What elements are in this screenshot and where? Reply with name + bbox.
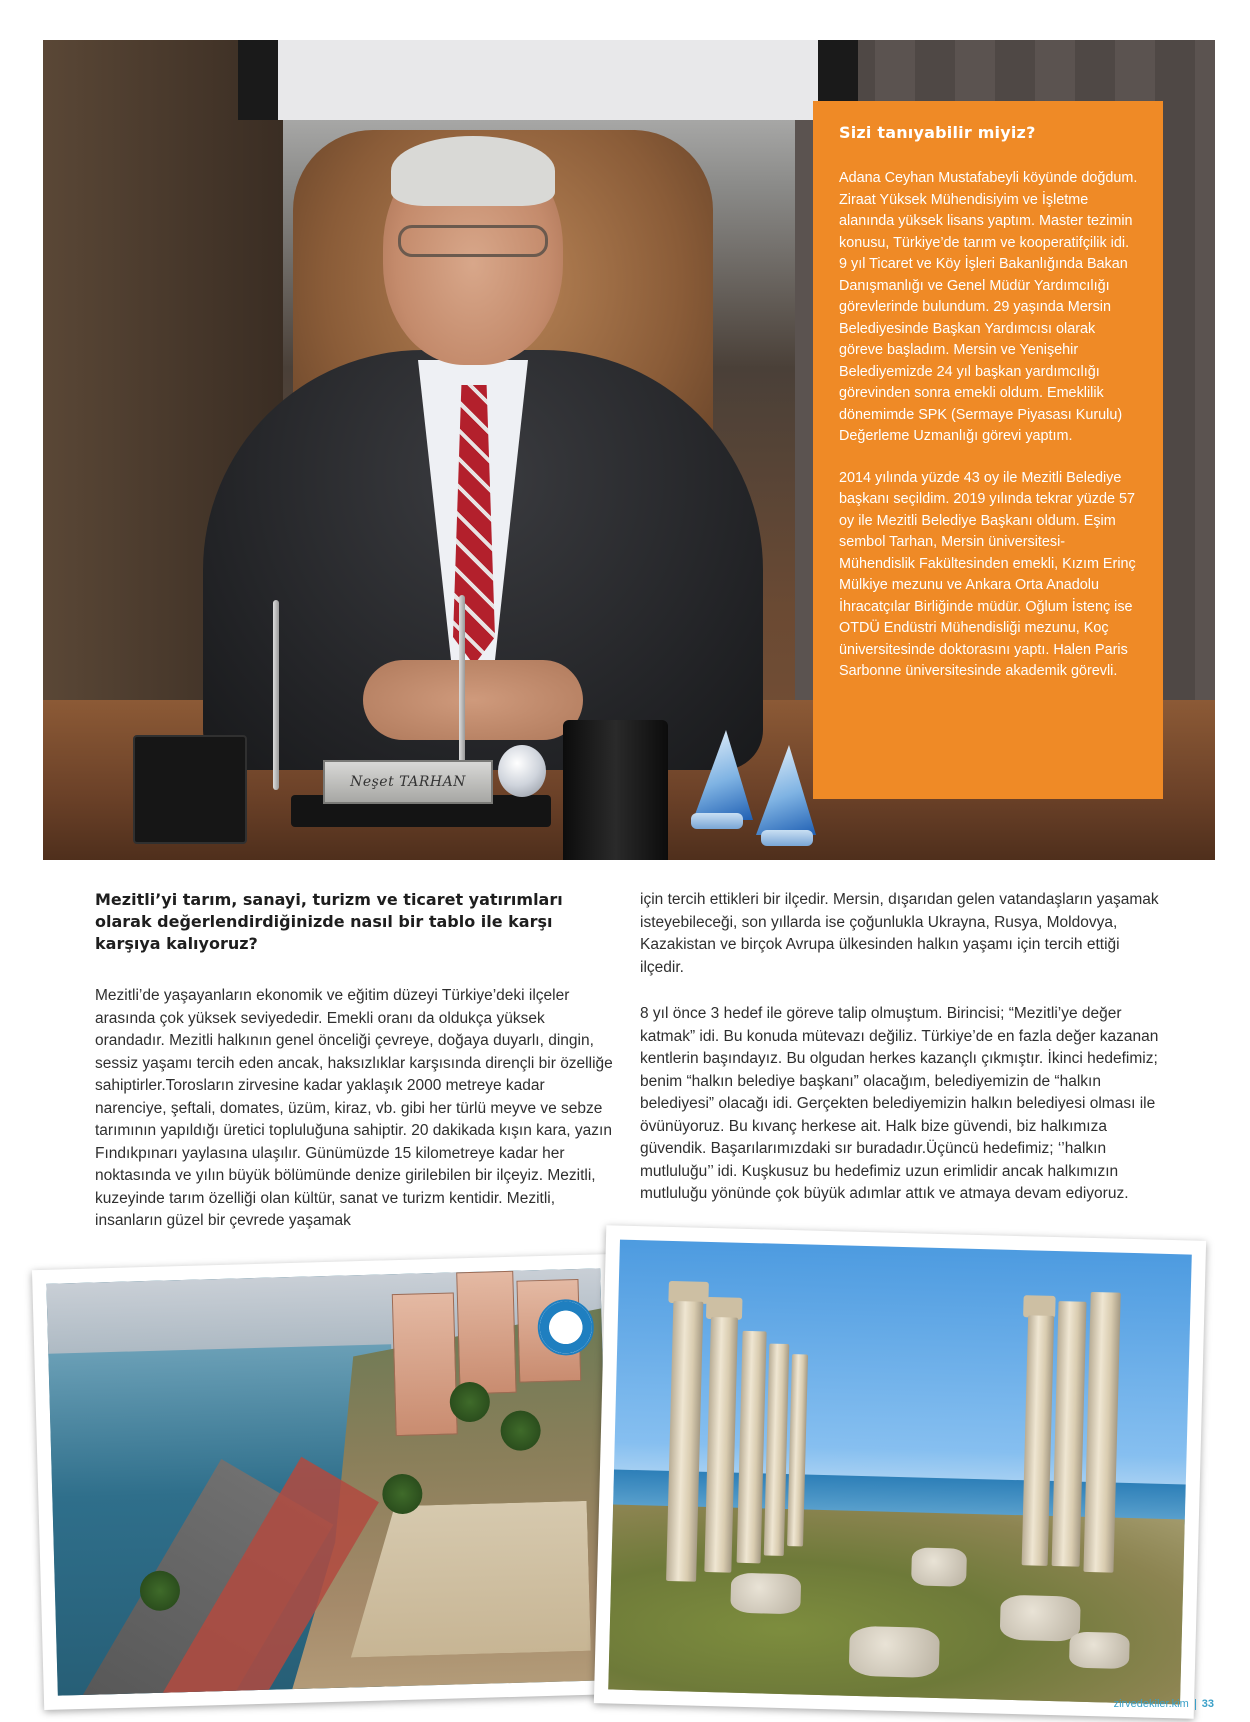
answer-paragraph-right-1: için tercih ettikleri bir ilçedir. Mersin, dışarıdan gelen vatandaşların yaşamak isteyebileceği, son yıllarda ise çoğunlukla Ukrayna, Rusya, Moldovya, Kazakistan ve birçok Avrupa ülkesinden halkın yaşamı için tercih ettiği ilçedir. [640, 891, 1159, 976]
coastline-image [46, 1268, 611, 1695]
hair [391, 136, 555, 206]
interview-question: Mezitli’yi tarım, sanayi, turizm ve ticaret yatırımları olarak değerlendirdiğinizde nasıl bir tablo ile karşı karşıya kalıyoruz? [95, 890, 563, 953]
crystal-globe [498, 745, 546, 797]
ruins-photo [594, 1225, 1206, 1719]
stone-block [1069, 1632, 1130, 1670]
stone-block [1000, 1595, 1081, 1642]
glasses [398, 225, 548, 257]
pen-left [273, 600, 279, 790]
answer-paragraph-right-2: 8 yıl önce 3 hedef ile göreve talip olmuştum. Birincisi; “Mezitli’ye değer katmak” idi. Bu konuda mütevazı değiliz. Türkiye’de en fazla değer kazanan kentlerin başındayız. Bu olgudan herkes kazançlı çıkmıştır. İkinci hedefimiz; benim “halkın belediye başkanı” olacağım, belediyemizin de “halkın belediyesi” olacağı idi. Gerçekten belediyemizin halkın belediyesi olması ile övünüyoruz. Bu kıvanç herkese ait. Halk bize güvendi, biz halkımıza güvendik. Başarılarımızdaki sır buradadır.Üçüncü hedefimiz; ‘’halkın mutluluğu’’ idi. Kuşkusuz bu hedefimiz uzun erimlidir ancak halkımızın mutluluğu yönünde çok büyük adımlar attık ve atmaya devam ediyoruz. [640, 1005, 1159, 1202]
stone-block [730, 1573, 801, 1615]
stone-block [849, 1626, 940, 1678]
article-column-right [640, 889, 1160, 1206]
glass-sail-base-1 [691, 813, 743, 829]
wall-frame [238, 40, 858, 120]
pen-holder [563, 720, 668, 860]
info-paragraph-1: Adana Ceyhan Mustafabeyli köyünde doğdum. Ziraat Yüksek Mühendisiyim ve İşletme alanında yüksek lisans yaptım. Master tezimin konusu, Türkiye’de tarım ve kooperatifçilik idi. 9 yıl Ticaret ve Köy İşleri Bakanlığında Bakan Danışmanlığı ve Genel Müdür Yardımcılığı görevlerinde bulundum. 29 yaşında Mersin Belediyesinde Başkan Yardımcısı olarak göreve başladım. Mersin ve Yenişehir Belediyemizde 24 yıl başkan yardımcılığı görevinden sonra emekli oldum. Emeklilik dönemimde SPK (Sermaye Piyasası Kurulu) Değerleme Uzmanlığı görevi yaptım. [839, 170, 1138, 444]
glass-sail-base-2 [761, 830, 813, 846]
stone-block [911, 1547, 967, 1586]
page-footer [1114, 1698, 1214, 1710]
info-box [813, 101, 1163, 799]
footer-site: zirvedekiler.kim [1113, 1698, 1189, 1710]
nameplate: Neşet TARHAN [323, 760, 493, 804]
coastline-photo [32, 1254, 626, 1710]
article-column-left [95, 889, 615, 1233]
building [456, 1271, 516, 1395]
answer-paragraph-left: Mezitli’de yaşayanların ekonomik ve eğitim düzeyi Türkiye’deki ilçeler arasında çok yüksek seviyededir. Emekli oranı da oldukça yüksek orandadır. Mezitli halkının genel önceliği çevreye, doğaya duyarlı, dingin, sessiz yaşamı tercih eden ancak, haksızlıklar karşısında dirençli bir özelliğe sahiptirler.Torosların zirvesine kadar yaklaşık 2000 metreye kadar narenciye, şeftali, domates, üzüm, kiraz, vb. gibi her türlü meyve ve sebze tarımının yapıldığı üretici topluluğuna sahiptir. 20 dakikada kışın kara, yazın Fındıkpınarı yaylasına ulaşılır. Günümüzde 15 kilometreye kadar her noktasında ve yılın büyük bölümünde denize girilebilen bir ilçeyiz. Mezitli, kuzeyinde tarım özelliği olan kültür, sanat ve turizm kentidir. Mezitli, insanların güzel bir çevrede yaşamak [95, 987, 613, 1229]
building [392, 1292, 458, 1436]
desk-organizer [133, 735, 247, 844]
info-heading: Sizi tanıyabilir miyiz? [839, 123, 1036, 142]
ruins-image [608, 1240, 1192, 1705]
info-paragraph-2: 2014 yılında yüzde 43 oy ile Mezitli Belediye başkanı seçildim. 2019 yılında tekrar yüzde 57 oy ile Mezitli Belediye Başkanı oldum. Eşim sembol Tarhan, Mersin üniversitesi-Mühendislik Fakültesinden emekli, Kızım Erinç Mülkiye mezunu ve Ankara Orta Anadolu İhracatçılar Birliğinde müdür. Oğlum İstenç ise OTDÜ Endüstri Mühendisliği mezunu, Koç üniversitesinde doktorasını yaptı. Halen Paris Sarbonne üniversitesinde akademik görevli. [839, 469, 1136, 679]
hands [363, 660, 583, 740]
page-number: 33 [1201, 1698, 1214, 1710]
column-capital [1023, 1295, 1056, 1318]
footer-divider [1195, 1699, 1196, 1710]
pen-right [459, 595, 465, 785]
